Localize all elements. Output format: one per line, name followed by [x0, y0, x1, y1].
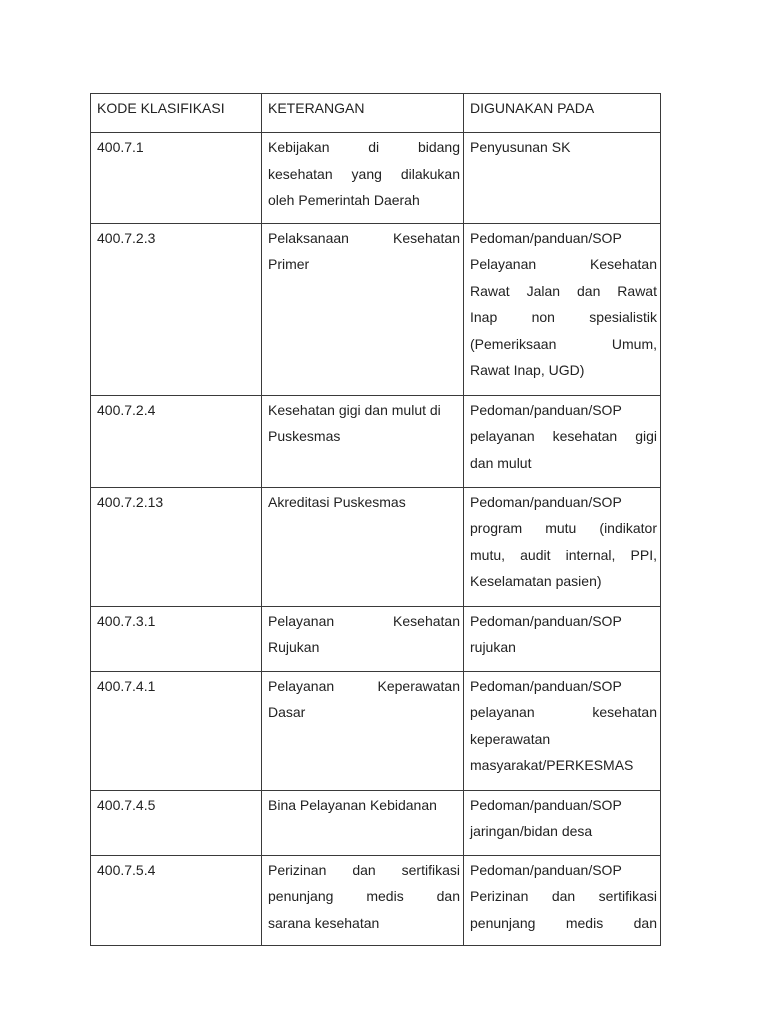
- cell-line: penunjang medis dan: [470, 914, 657, 931]
- cell-description: [262, 487, 464, 606]
- cell-line: Pedoman/panduan/SOP: [470, 677, 622, 694]
- cell-line: program mutu (indikator: [470, 520, 657, 536]
- table-row: [91, 223, 661, 395]
- cell-line: Pedoman/panduan/SOP: [470, 796, 622, 813]
- cell-code: 400.7.4.5: [91, 790, 262, 855]
- cell-description: [262, 671, 464, 790]
- header-digunakan-pada: DIGUNAKAN PADA: [464, 94, 661, 133]
- cell-line: Rujukan: [268, 639, 320, 655]
- cell-description: [262, 855, 464, 946]
- cell-line: Pelayanan Kesehatan: [268, 612, 460, 629]
- cell-line: Keselamatan pasien): [470, 573, 602, 589]
- table-row: [91, 133, 661, 224]
- cell-line: Perizinan dan sertifikasi: [268, 861, 460, 878]
- cell-line: Pedoman/panduan/SOP: [470, 861, 622, 878]
- cell-description: [262, 790, 464, 855]
- cell-usage: [464, 790, 661, 855]
- cell-usage: [464, 855, 661, 946]
- cell-code: 400.7.2.4: [91, 395, 262, 487]
- cell-usage: [464, 487, 661, 606]
- cell-usage: [464, 671, 661, 790]
- table-row: [91, 671, 661, 790]
- cell-line: Akreditasi Puskesmas: [268, 493, 406, 510]
- table-row: [91, 606, 661, 671]
- table-row: [91, 790, 661, 855]
- cell-usage: [464, 606, 661, 671]
- header-keterangan: KETERANGAN: [262, 94, 464, 133]
- cell-line: Inap non spesialistik: [470, 309, 657, 325]
- cell-description: [262, 395, 464, 487]
- cell-description: [262, 223, 464, 395]
- cell-line: Bina Pelayanan Kebidanan: [268, 796, 437, 813]
- cell-line: Penyusunan SK: [470, 139, 571, 155]
- cell-line: pelayanan kesehatan: [470, 704, 657, 720]
- cell-line: Primer: [268, 256, 310, 272]
- cell-line: mutu, audit internal, PPI,: [470, 546, 657, 563]
- cell-line: Kesehatan gigi dan mulut di: [268, 401, 441, 418]
- cell-line: Rawat Inap, UGD): [470, 362, 585, 378]
- cell-line: oleh Pemerintah Daerah: [268, 192, 420, 208]
- cell-description: [262, 133, 464, 224]
- table-header-row: [91, 94, 661, 133]
- classification-table: [90, 93, 661, 946]
- cell-line: sarana kesehatan: [268, 914, 380, 931]
- cell-code: 400.7.1: [91, 133, 262, 224]
- cell-line: penunjang medis dan: [268, 888, 460, 904]
- cell-usage: [464, 223, 661, 395]
- cell-line: dan mulut: [470, 454, 532, 471]
- cell-line: kesehatan yang dilakukan: [268, 165, 460, 182]
- header-kode-klasifikasi: KODE KLASIFIKASI: [91, 94, 262, 133]
- cell-line: Pedoman/panduan/SOP: [470, 493, 622, 510]
- cell-line: Pedoman/panduan/SOP: [470, 612, 622, 629]
- cell-line: Rawat Jalan dan Rawat: [470, 282, 657, 299]
- cell-line: Dasar: [268, 704, 306, 720]
- cell-line: pelayanan kesehatan gigi: [470, 428, 657, 444]
- cell-description: [262, 606, 464, 671]
- cell-code: 400.7.2.3: [91, 223, 262, 395]
- table-row: [91, 855, 661, 946]
- cell-usage: [464, 133, 661, 224]
- cell-code: 400.7.5.4: [91, 855, 262, 946]
- cell-code: 400.7.3.1: [91, 606, 262, 671]
- cell-line: jaringan/bidan desa: [470, 823, 593, 839]
- cell-usage: [464, 395, 661, 487]
- cell-line: Pelaksanaan Kesehatan: [268, 229, 460, 246]
- cell-line: masyarakat/PERKESMAS: [470, 757, 634, 773]
- cell-code: 400.7.4.1: [91, 671, 262, 790]
- cell-line: (Pemeriksaan Umum,: [470, 335, 657, 352]
- cell-line: rujukan: [470, 639, 516, 655]
- cell-line: Puskesmas: [268, 428, 341, 444]
- cell-code: 400.7.2.13: [91, 487, 262, 606]
- cell-line: Pelayanan Keperawatan: [268, 677, 460, 694]
- cell-line: Kebijakan di bidang: [268, 139, 460, 155]
- cell-line: Pedoman/panduan/SOP: [470, 401, 622, 418]
- table-row: [91, 395, 661, 487]
- cell-line: Perizinan dan sertifikasi: [470, 888, 657, 904]
- table-row: [91, 487, 661, 606]
- cell-line: Pelayanan Kesehatan: [470, 256, 657, 272]
- cell-line: keperawatan: [470, 730, 551, 747]
- cell-line: Pedoman/panduan/SOP: [470, 229, 622, 246]
